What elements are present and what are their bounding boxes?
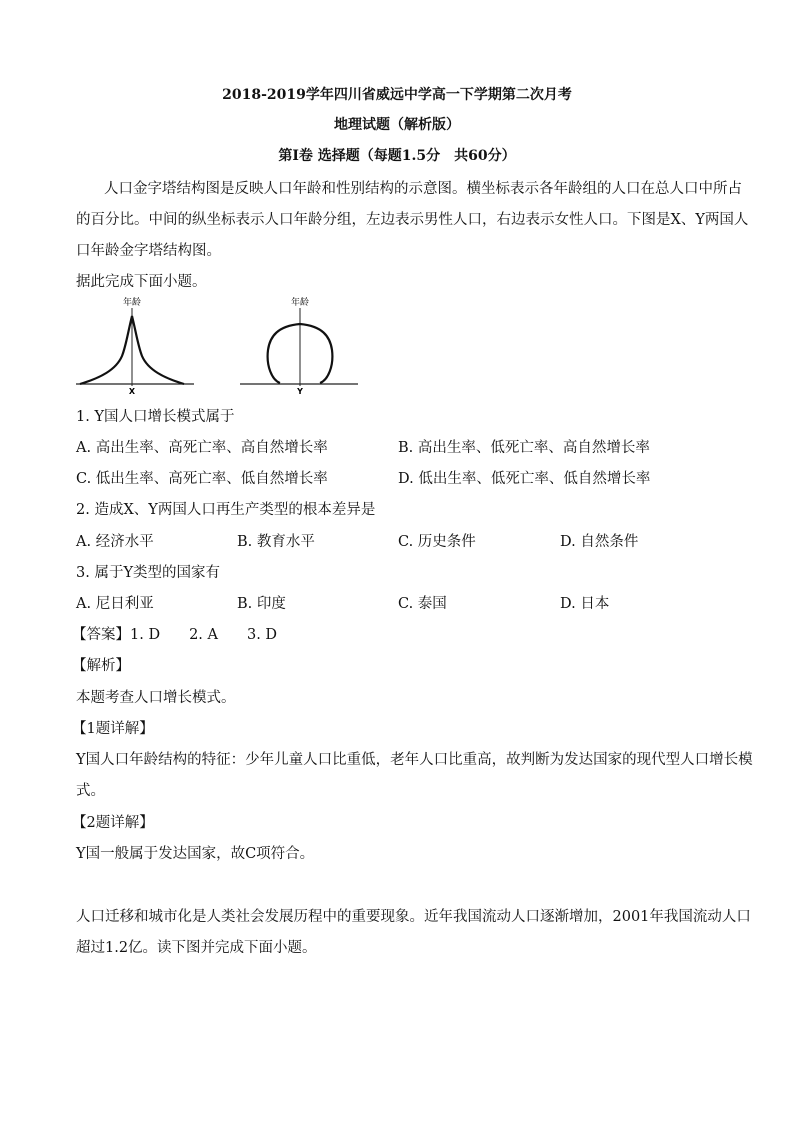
intro-line-3: 口年龄金字塔结构图。: [76, 243, 221, 259]
q2-detail-text: Y国一般属于发达国家，故C项符合。: [76, 846, 315, 862]
question-1-stem: 1. Y国人口增长模式属于: [76, 409, 235, 425]
question-3-option-b: B. 印度: [237, 596, 286, 612]
question-1-option-a: A. 高出生率、高死亡率、高自然增长率: [76, 440, 328, 456]
document-title: 2018-2019学年四川省威远中学高一下学期第二次月考: [222, 87, 572, 103]
intro-line-2: 的百分比。中间的纵坐标表示人口年龄分组，左边表示男性人口，右边表示女性人口。下图是X、Y两国人: [76, 212, 749, 228]
question-3-stem: 3. 属于Y类型的国家有: [76, 565, 221, 581]
y-country-label: Y: [297, 387, 303, 396]
q1-detail-line-2: 式。: [76, 783, 105, 799]
question-2-option-c: C. 历史条件: [398, 534, 476, 550]
question-1-option-d: D. 低出生率、低死亡率、低自然增长率: [398, 471, 651, 487]
answer-line: 【答案】1. D 2. A 3. D: [72, 627, 278, 643]
q2-detail-heading: 【2题详解】: [72, 815, 154, 831]
x-axis-label: 年龄: [122, 298, 142, 308]
x-country-pyramid: [76, 296, 194, 396]
y-country-pyramid: [240, 296, 358, 396]
q1-detail-line-1: Y国人口年龄结构的特征：少年儿童人口比重低，老年人口比重高，故判断为发达国家的现代型人口增长模: [76, 752, 753, 768]
document-subtitle: 地理试题（解析版）: [334, 117, 460, 133]
intro-line-1: 人口金字塔结构图是反映人口年龄和性别结构的示意图。横坐标表示各年龄组的人口在总人口中所占: [104, 181, 742, 197]
question-2-option-b: B. 教育水平: [237, 534, 315, 550]
question-1-option-b: B. 高出生率、低死亡率、高自然增长率: [398, 440, 650, 456]
intro-line-4: 据此完成下面小题。: [76, 274, 207, 290]
analysis-text: 本题考查人口增长模式。: [76, 690, 236, 706]
question-2-option-d: D. 自然条件: [560, 534, 639, 550]
q1-detail-heading: 【1题详解】: [72, 721, 154, 737]
next-intro-line-2: 超过1.2亿。读下图并完成下面小题。: [76, 940, 317, 956]
question-3-option-d: D. 日本: [560, 596, 610, 612]
question-3-option-c: C. 泰国: [398, 596, 447, 612]
section-heading: 第Ⅰ卷 选择题（每题1.5分 共60分）: [278, 148, 516, 164]
population-pyramid-figure: [72, 294, 372, 398]
y-axis-label: 年龄: [290, 298, 310, 308]
question-1-option-c: C. 低出生率、高死亡率、低自然增长率: [76, 471, 328, 487]
analysis-heading: 【解析】: [72, 658, 130, 674]
next-intro-line-1: 人口迁移和城市化是人类社会发展历程中的重要现象。近年我国流动人口逐渐增加，2001年我国流动人口: [76, 909, 751, 925]
x-country-label: X: [128, 387, 136, 396]
question-2-option-a: A. 经济水平: [76, 534, 154, 550]
question-3-option-a: A. 尼日利亚: [76, 596, 154, 612]
question-2-stem: 2. 造成X、Y两国人口再生产类型的根本差异是: [76, 502, 376, 518]
